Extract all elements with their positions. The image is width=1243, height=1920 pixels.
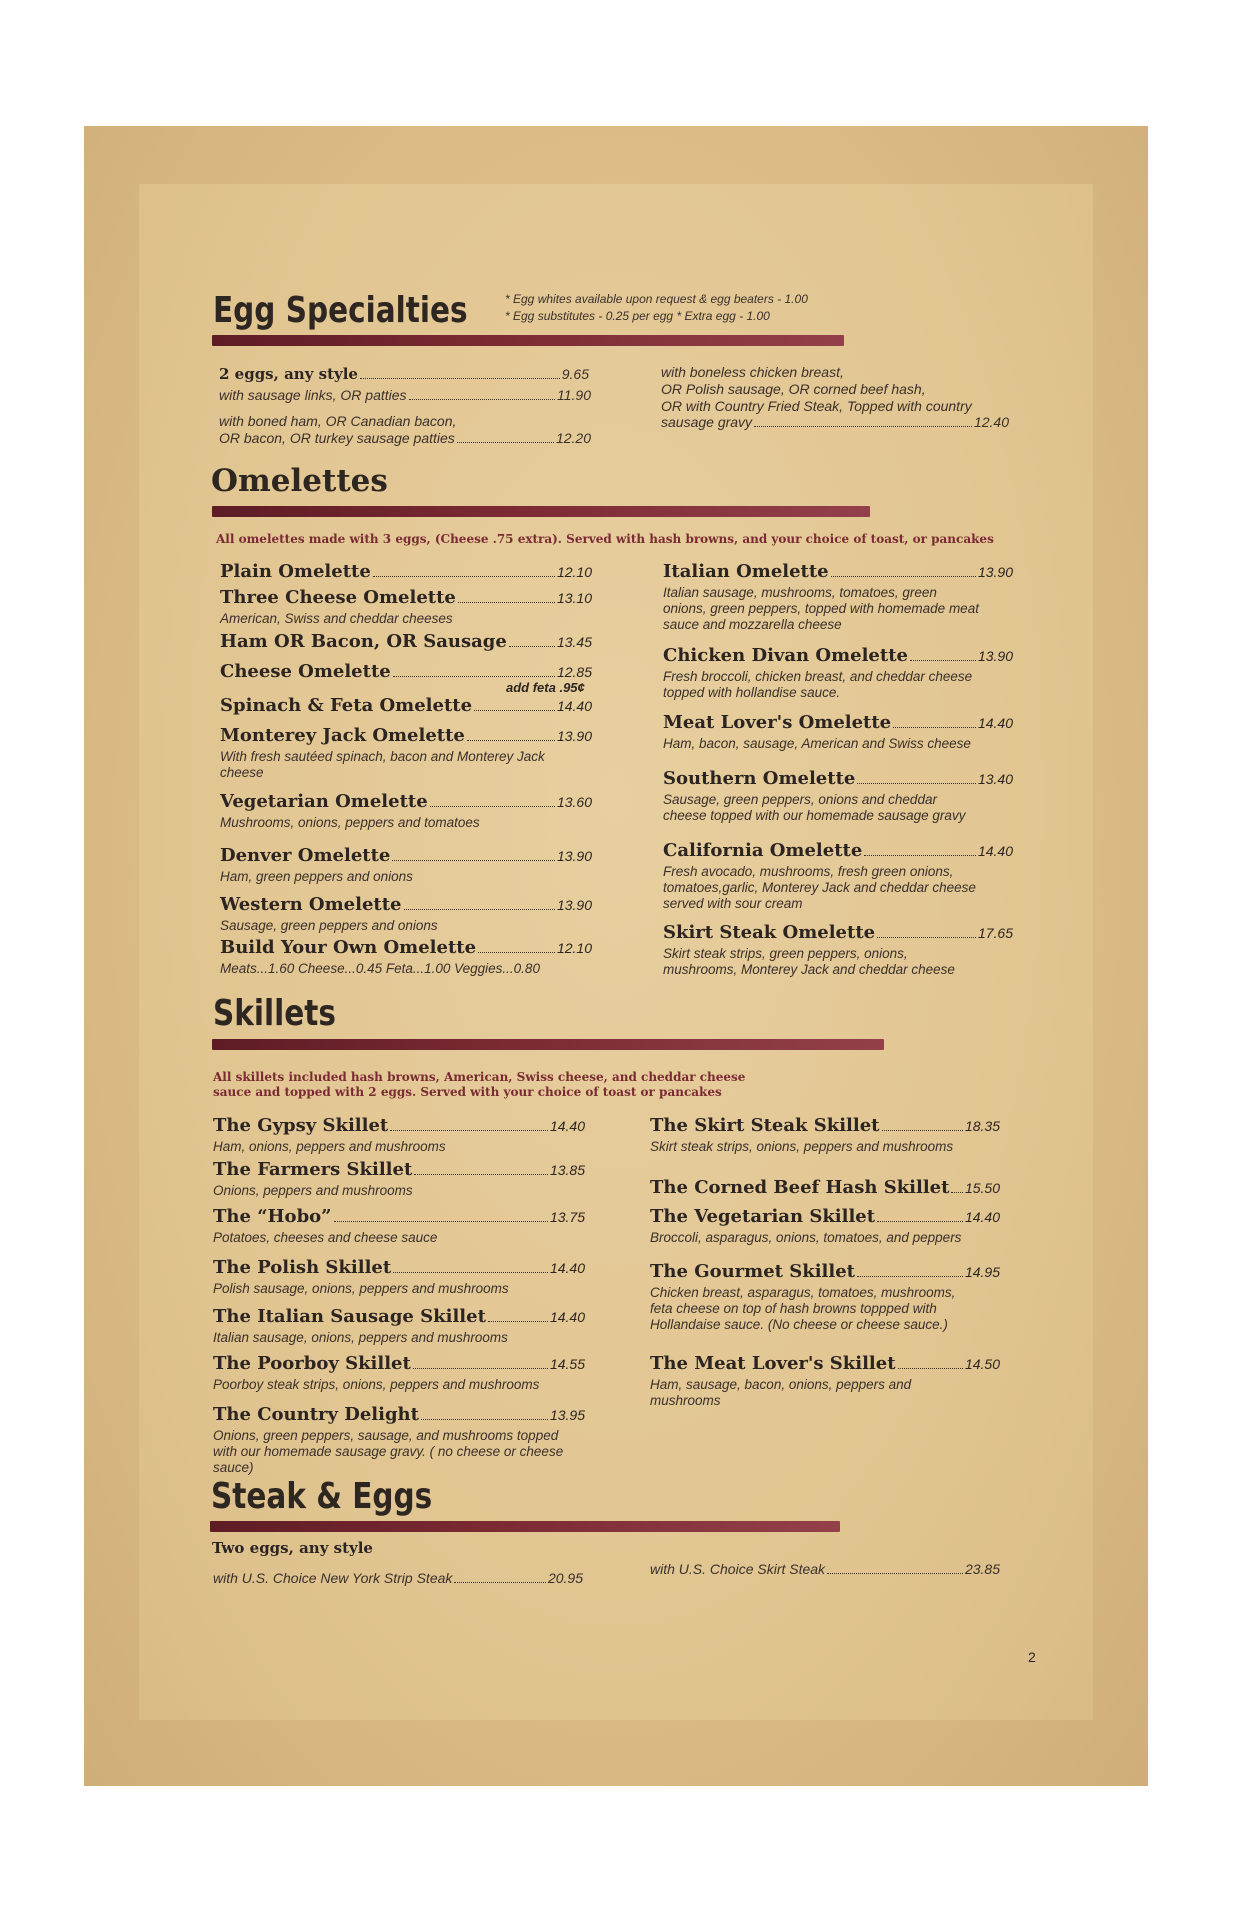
menu-item xyxy=(220,894,592,915)
menu-item-description: Ham, green peppers and onions xyxy=(220,869,413,884)
menu-item-name: Monterey Jack Omelette xyxy=(220,725,465,746)
menu-item-name: The Polish Skillet xyxy=(213,1257,392,1278)
dot-leader xyxy=(857,783,976,784)
egg-line-1-price: 9.65 xyxy=(561,366,589,382)
menu-item xyxy=(663,840,1013,861)
menu-item-price: 13.90 xyxy=(977,564,1013,580)
menu-item-price: 12.10 xyxy=(556,940,592,956)
steak-eggs-bar xyxy=(210,1521,840,1532)
menu-item-description: Ham, bacon, sausage, American and Swiss cheese xyxy=(663,736,971,751)
menu-item-name: Chicken Divan Omelette xyxy=(663,645,908,666)
page-number: 2 xyxy=(1028,1649,1036,1665)
menu-item-price: 13.45 xyxy=(556,634,592,650)
egg-line-2 xyxy=(219,387,591,404)
menu-item-price: 13.90 xyxy=(556,897,592,913)
menu-item-price: 14.40 xyxy=(964,1209,1000,1225)
dot-leader xyxy=(409,399,555,400)
menu-item-name: Three Cheese Omelette xyxy=(220,587,456,608)
menu-item-price: 14.40 xyxy=(549,1118,585,1134)
skillets-intro: All skillets included hash browns, American, Swiss cheese, and cheddar cheese sauce and topped with 2 eggs. Served with your choice of toast or pancakes xyxy=(213,1070,746,1099)
egg-right-line-2: OR Polish sausage, OR corned beef hash, xyxy=(661,381,926,397)
egg-line-3 xyxy=(219,430,591,447)
menu-item xyxy=(663,712,1013,733)
omelettes-intro: All omelettes made with 3 eggs, (Cheese .75 extra). Served with hash browns, and your choice of toast, or pancakes xyxy=(216,532,994,546)
menu-item-description: Ham, onions, peppers and mushrooms xyxy=(213,1139,446,1154)
menu-item xyxy=(213,1115,585,1136)
menu-item-description: Poorboy steak strips, onions, peppers and mushrooms xyxy=(213,1377,540,1392)
menu-item-description: Chicken breast, asparagus, tomatoes, mushrooms, feta cheese on top of hash browns toppped with Hollandaise sauce. (No cheese or cheese sauce.) xyxy=(650,1285,956,1332)
menu-item-price: 13.90 xyxy=(556,728,592,744)
omelettes-title: Omelettes xyxy=(211,463,388,499)
steak-lead: Two eggs, any style xyxy=(212,1539,373,1557)
menu-item-price: 14.50 xyxy=(964,1356,1000,1372)
dot-leader xyxy=(754,426,972,427)
menu-item-name: The “Hobo” xyxy=(213,1206,332,1227)
egg-line-1 xyxy=(219,365,589,383)
menu-item-price: 14.40 xyxy=(549,1260,585,1276)
menu-item-name: Ham OR Bacon, OR Sausage xyxy=(220,631,507,652)
menu-item xyxy=(213,1353,585,1374)
menu-item xyxy=(213,1306,585,1327)
dot-leader xyxy=(392,860,555,861)
egg-line-3a: with boned ham, OR Canadian bacon, xyxy=(219,413,457,429)
dot-leader xyxy=(334,1221,548,1222)
menu-item-description: Skirt steak strips, green peppers, onions, mushrooms, Monterey Jack and cheddar cheese xyxy=(663,946,955,977)
steak-left-item xyxy=(213,1570,583,1587)
steak-left-price: 20.95 xyxy=(547,1570,583,1586)
egg-line-2-price: 11.90 xyxy=(557,387,591,403)
dot-leader xyxy=(414,1174,548,1175)
menu-item-description: Italian sausage, onions, peppers and mushrooms xyxy=(213,1330,508,1345)
menu-item-price: 13.95 xyxy=(549,1407,585,1423)
menu-item xyxy=(220,561,592,582)
dot-leader xyxy=(827,1573,963,1574)
omelettes-bar xyxy=(212,506,870,517)
dot-leader xyxy=(457,442,554,443)
egg-right-line-1: with boneless chicken breast, xyxy=(661,364,844,380)
menu-item xyxy=(213,1257,585,1278)
menu-item-name: Vegetarian Omelette xyxy=(220,791,428,812)
menu-item-name: The Vegetarian Skillet xyxy=(650,1206,876,1227)
feta-note: add feta .95¢ xyxy=(506,680,585,695)
dot-leader xyxy=(898,1368,963,1369)
menu-item xyxy=(663,922,1013,943)
menu-item xyxy=(220,661,592,682)
dot-leader xyxy=(390,1130,548,1131)
dot-leader xyxy=(857,1276,963,1277)
dot-leader xyxy=(360,378,560,379)
menu-item-description: Mushrooms, onions, peppers and tomatoes xyxy=(220,815,480,830)
egg-line-1-name: 2 eggs, any style xyxy=(219,365,358,383)
menu-item-price: 14.40 xyxy=(977,843,1013,859)
egg-right-last: sausage gravy xyxy=(661,414,753,430)
steak-right-price: 23.85 xyxy=(964,1561,1000,1577)
menu-item xyxy=(220,937,592,958)
steak-left-name: with U.S. Choice New York Strip Steak xyxy=(213,1570,453,1586)
dot-leader xyxy=(458,602,555,603)
menu-item-name: Meat Lover's Omelette xyxy=(663,712,892,733)
menu-item-name: The Farmers Skillet xyxy=(213,1159,413,1180)
dot-leader xyxy=(373,576,555,577)
egg-specialties-bar xyxy=(212,335,844,346)
egg-line-2-name: with sausage links, OR patties xyxy=(219,387,407,403)
egg-line-3-name: OR bacon, OR turkey sausage patties xyxy=(219,430,455,446)
menu-item xyxy=(650,1206,1000,1227)
menu-item xyxy=(213,1404,585,1425)
egg-right-line-3: OR with Country Fried Steak, Topped with country xyxy=(661,398,972,414)
egg-line-3-price: 12.20 xyxy=(555,430,591,446)
menu-item-description: With fresh sautéed spinach, bacon and Monterey Jack cheese xyxy=(220,749,545,780)
menu-item-price: 13.60 xyxy=(556,794,592,810)
menu-item-name: The Skirt Steak Skillet xyxy=(650,1115,880,1136)
menu-item xyxy=(220,695,592,716)
menu-item-name: California Omelette xyxy=(663,840,863,861)
menu-item-price: 13.75 xyxy=(549,1209,585,1225)
menu-item-price: 13.90 xyxy=(977,648,1013,664)
menu-item-description: Sausage, green peppers and onions xyxy=(220,918,438,933)
menu-item-price: 15.50 xyxy=(964,1180,1000,1196)
menu-item-price: 14.40 xyxy=(549,1309,585,1325)
menu-item-name: Spinach & Feta Omelette xyxy=(220,695,473,716)
menu-item-price: 14.40 xyxy=(556,698,592,714)
dot-leader xyxy=(430,806,555,807)
menu-item-price: 13.85 xyxy=(549,1162,585,1178)
dot-leader xyxy=(393,1272,548,1273)
menu-item-name: Italian Omelette xyxy=(663,561,829,582)
dot-leader xyxy=(467,740,555,741)
menu-item-description: Skirt steak strips, onions, peppers and mushrooms xyxy=(650,1139,954,1154)
dot-leader xyxy=(877,1221,963,1222)
menu-item-price: 12.10 xyxy=(556,564,592,580)
dot-leader xyxy=(404,909,555,910)
menu-item-name: Build Your Own Omelette xyxy=(220,937,477,958)
menu-item-name: Cheese Omelette xyxy=(220,661,391,682)
dot-leader xyxy=(421,1419,548,1420)
menu-item-description: Sausage, green peppers, onions and cheddar cheese topped with our homemade sausage gravy xyxy=(663,792,966,823)
dot-leader xyxy=(831,576,976,577)
dot-leader xyxy=(893,727,976,728)
menu-item-price: 14.40 xyxy=(977,715,1013,731)
menu-item-description: Fresh broccoli, chicken breast, and cheddar cheese topped with hollandise sauce. xyxy=(663,669,973,700)
dot-leader xyxy=(509,646,555,647)
skillets-bar xyxy=(212,1039,884,1050)
menu-item xyxy=(650,1353,1000,1374)
menu-item-price: 13.10 xyxy=(556,590,592,606)
dot-leader xyxy=(910,660,976,661)
egg-note-2: * Egg substitutes - 0.25 per egg * Extra egg - 1.00 xyxy=(505,309,770,323)
menu-item xyxy=(650,1177,1000,1198)
egg-right-line-4 xyxy=(661,414,1009,431)
menu-item-description: Onions, green peppers, sausage, and mushrooms topped with our homemade sausage gravy. ( no cheese or cheese sauce) xyxy=(213,1428,564,1475)
dot-leader xyxy=(951,1192,963,1193)
menu-item-description: American, Swiss and cheddar cheeses xyxy=(220,611,453,626)
menu-item xyxy=(220,587,592,608)
menu-item-name: The Poorboy Skillet xyxy=(213,1353,411,1374)
steak-right-name: with U.S. Choice Skirt Steak xyxy=(650,1561,826,1577)
menu-item-description: Ham, sausage, bacon, onions, peppers and mushrooms xyxy=(650,1377,912,1408)
dot-leader xyxy=(877,937,976,938)
menu-item xyxy=(663,561,1013,582)
skillets-title: Skillets xyxy=(213,993,336,1034)
menu-item-price: 18.35 xyxy=(964,1118,1000,1134)
menu-item-price: 14.95 xyxy=(964,1264,1000,1280)
menu-item-name: Skirt Steak Omelette xyxy=(663,922,876,943)
menu-item-price: 14.55 xyxy=(549,1356,585,1372)
dot-leader xyxy=(474,710,555,711)
egg-right-price: 12.40 xyxy=(973,414,1009,430)
menu-item xyxy=(213,1206,585,1227)
menu-item-name: Western Omelette xyxy=(220,894,402,915)
menu-item-description: Fresh avocado, mushrooms, fresh green onions, tomatoes,garlic, Monterey Jack and cheddar cheese served with sour cream xyxy=(663,864,976,911)
menu-item-description: Italian sausage, mushrooms, tomatoes, green onions, green peppers, topped with homemade meat sauce and mozzarella cheese xyxy=(663,585,979,632)
menu-item-description: Broccoli, asparagus, onions, tomatoes, and peppers xyxy=(650,1230,962,1245)
egg-note-1: * Egg whites available upon request & egg beaters - 1.00 xyxy=(505,292,808,306)
menu-item-price: 13.90 xyxy=(556,848,592,864)
menu-item-name: The Italian Sausage Skillet xyxy=(213,1306,486,1327)
dot-leader xyxy=(454,1582,546,1583)
menu-item xyxy=(663,768,1013,789)
dot-leader xyxy=(413,1368,548,1369)
menu-item-description: Potatoes, cheeses and cheese sauce xyxy=(213,1230,438,1245)
menu-item-price: 17.65 xyxy=(977,925,1013,941)
menu-item-description: Meats...1.60 Cheese...0.45 Feta...1.00 Veggies...0.80 xyxy=(220,961,540,976)
menu-item-name: The Meat Lover's Skillet xyxy=(650,1353,896,1374)
dot-leader xyxy=(488,1321,548,1322)
menu-item-price: 12.85 xyxy=(556,664,592,680)
menu-item-name: Denver Omelette xyxy=(220,845,391,866)
menu-item-name: The Corned Beef Hash Skillet xyxy=(650,1177,950,1198)
dot-leader xyxy=(478,952,555,953)
menu-item xyxy=(220,845,592,866)
menu-item-price: 13.40 xyxy=(977,771,1013,787)
dot-leader xyxy=(864,855,976,856)
menu-item xyxy=(220,631,592,652)
menu-item xyxy=(663,645,1013,666)
egg-specialties-title: Egg Specialties xyxy=(213,290,468,331)
steak-eggs-title: Steak & Eggs xyxy=(211,1476,433,1517)
dot-leader xyxy=(393,676,555,677)
menu-item-name: The Country Delight xyxy=(213,1404,419,1425)
menu-item-name: Southern Omelette xyxy=(663,768,856,789)
menu-item xyxy=(220,725,592,746)
menu-item xyxy=(650,1261,1000,1282)
menu-item-name: The Gypsy Skillet xyxy=(213,1115,389,1136)
steak-right-item xyxy=(650,1561,1000,1578)
menu-item-name: Plain Omelette xyxy=(220,561,371,582)
menu-item xyxy=(220,791,592,812)
menu-item xyxy=(650,1115,1000,1136)
menu-item xyxy=(213,1159,585,1180)
dot-leader xyxy=(882,1130,963,1131)
menu-item-description: Onions, peppers and mushrooms xyxy=(213,1183,413,1198)
menu-item-description: Polish sausage, onions, peppers and mushrooms xyxy=(213,1281,509,1296)
menu-item-name: The Gourmet Skillet xyxy=(650,1261,855,1282)
